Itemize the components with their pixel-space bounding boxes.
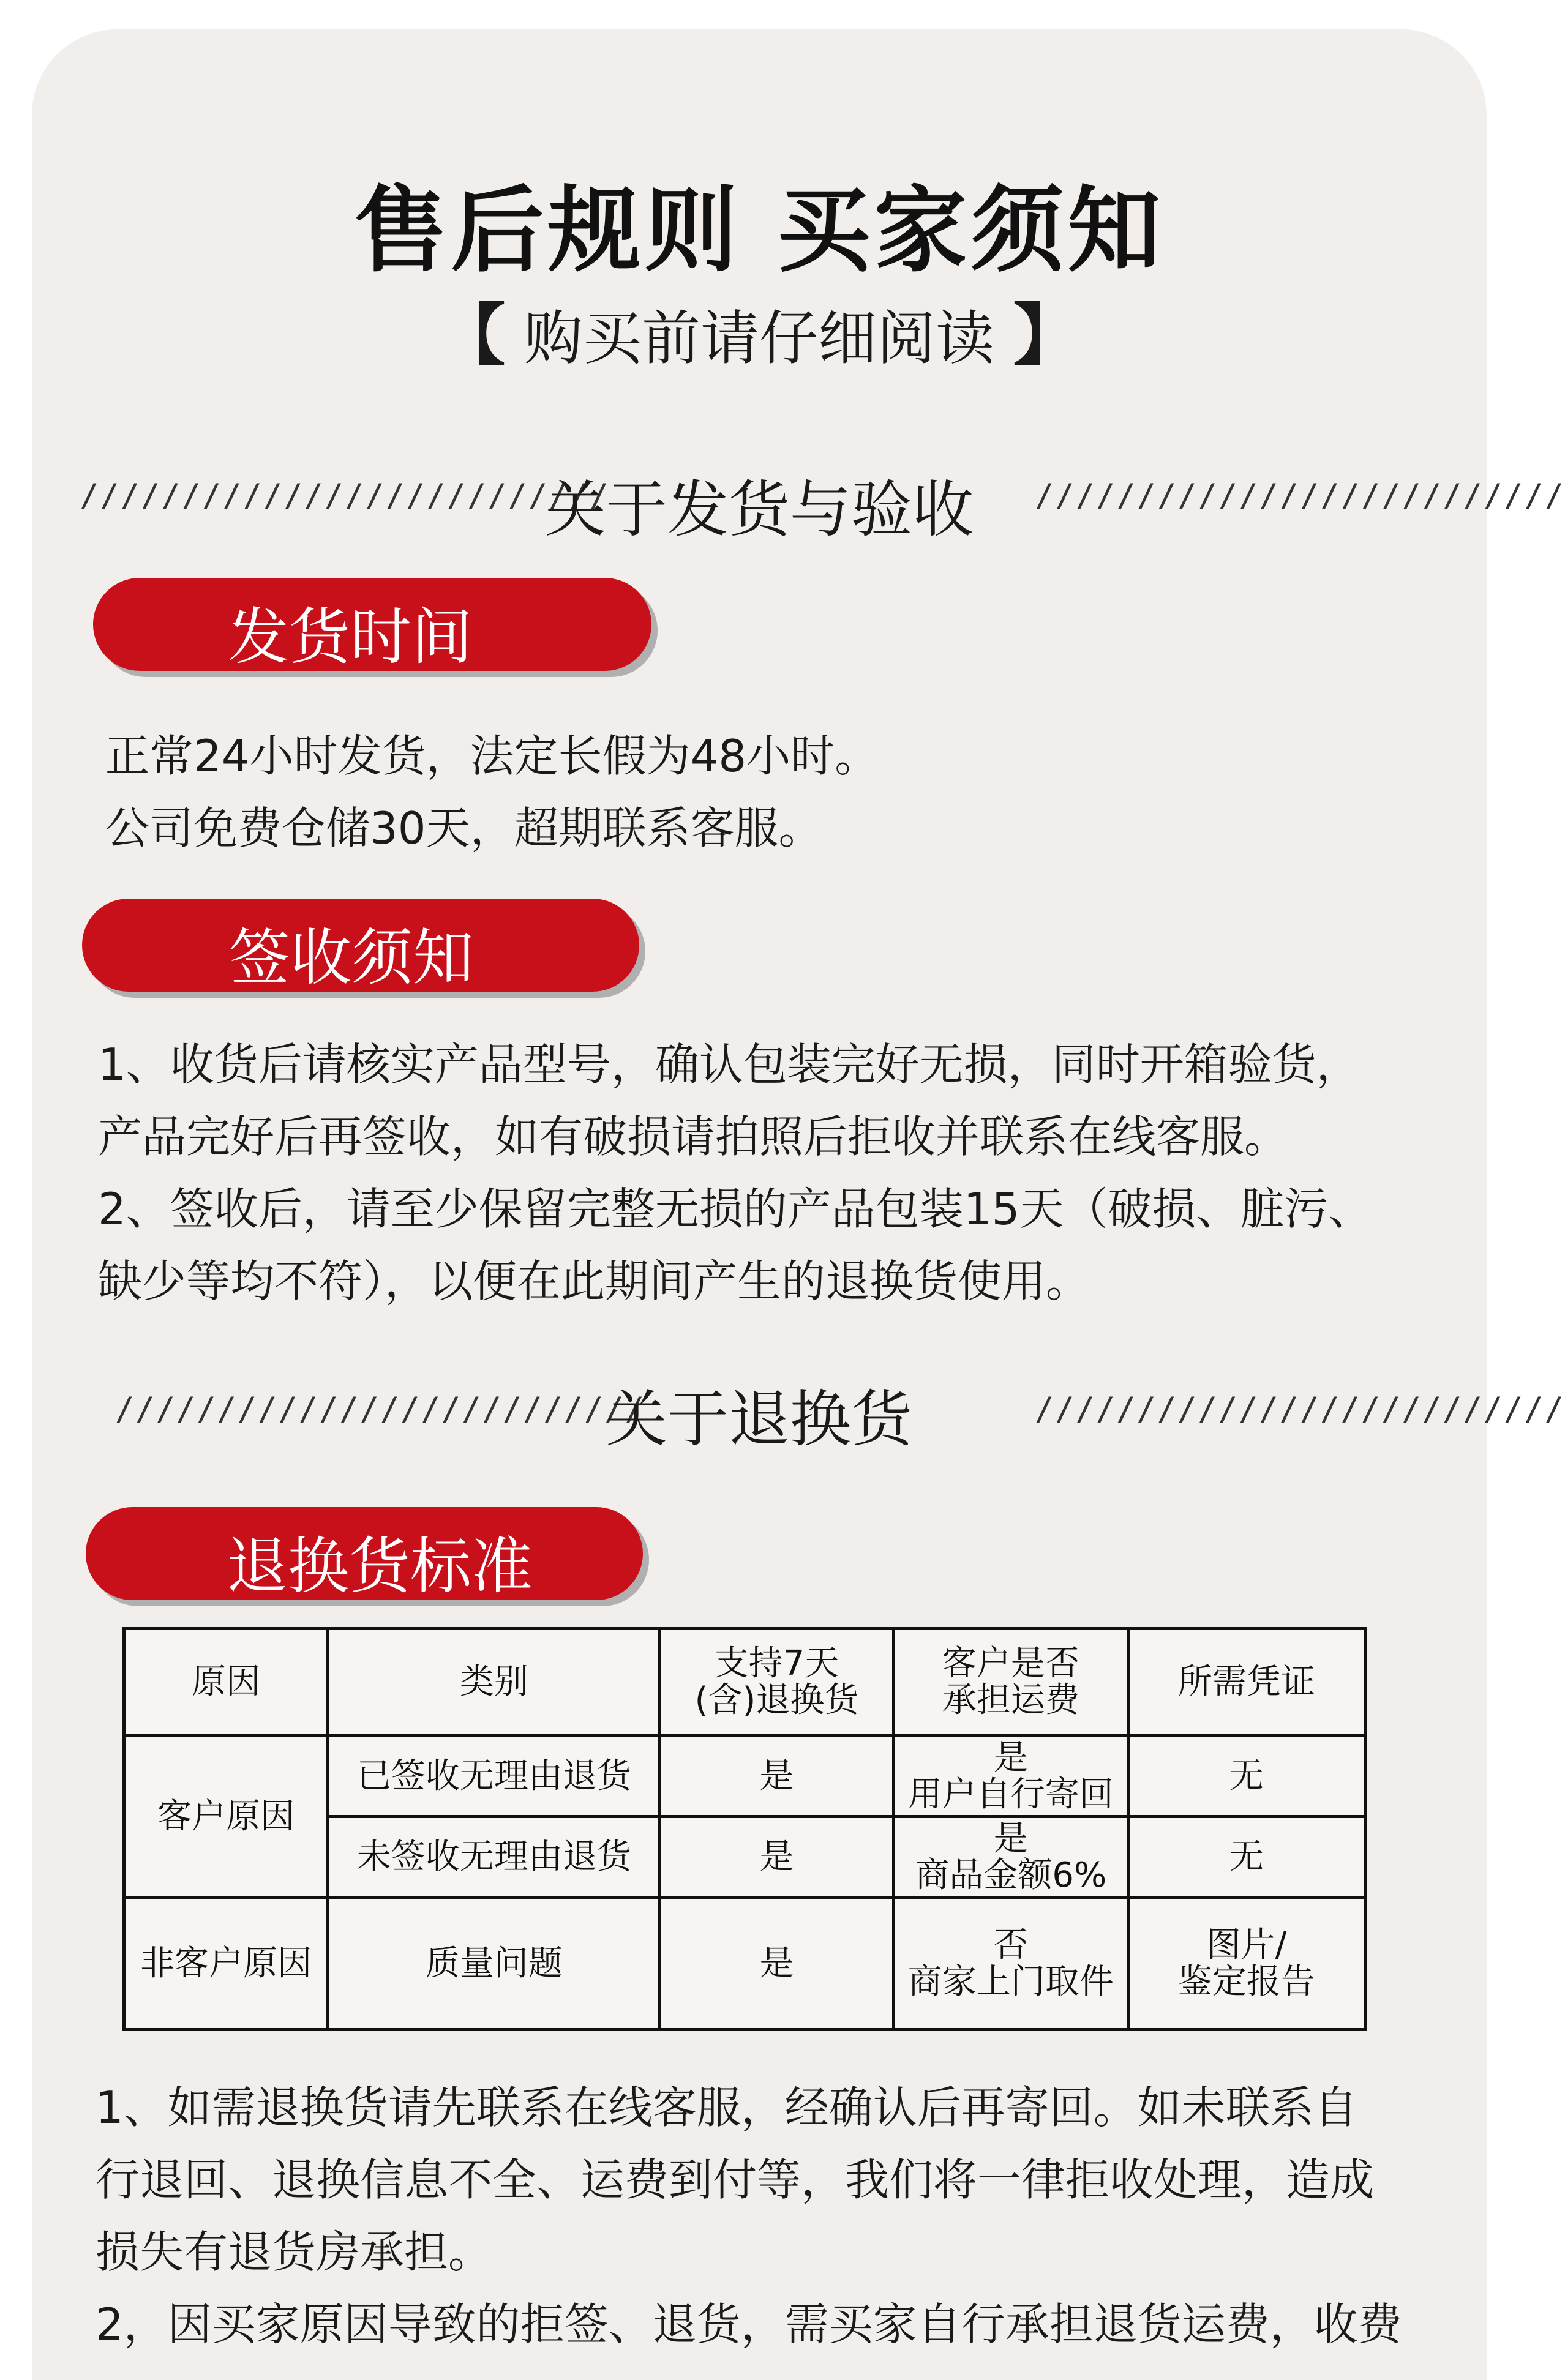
group-cell: 客户原因	[124, 1735, 328, 1897]
fee-line: 是	[993, 1818, 1028, 1858]
header-cell: 类别	[328, 1629, 660, 1736]
divider-left: //////////////////////////	[80, 477, 610, 514]
support-cell: 是	[660, 1735, 893, 1816]
pill-return-standard	[86, 1507, 643, 1600]
fee-line: 商品金额6%	[915, 1855, 1107, 1895]
pill-label: 签收须知	[229, 922, 474, 994]
pill-label: 发货时间	[228, 601, 473, 673]
proof-line: 鉴定报告	[1177, 1961, 1315, 2002]
fee-cell	[893, 1898, 1128, 2030]
section-heading-shipping: 关于发货与验收	[545, 474, 974, 545]
text-line: 公司免费仓储30天，超期联系客服。	[105, 803, 823, 854]
text-line: 1、收货后请核实产品型号，确认包装完好无损，同时开箱验货，	[98, 1039, 1360, 1090]
category-cell: 质量问题	[328, 1898, 660, 2030]
header-line: 支持7天	[714, 1643, 839, 1683]
proof-cell: 无	[1128, 1817, 1365, 1898]
pill-shipping-time	[93, 578, 651, 671]
header-cell	[893, 1629, 1128, 1736]
table-row	[124, 1898, 1365, 2030]
text-line: 产品完好后再签收，如有破损请拍照后拒收并联系在线客服。	[98, 1111, 1289, 1162]
group-cell: 非客户原因	[124, 1898, 328, 2030]
support-cell: 是	[660, 1898, 893, 2030]
text-line: 损失有退货房承担。	[96, 2226, 493, 2278]
subtitle-text: 购买前请仔细阅读	[524, 304, 994, 373]
page-title: 售后规则 买家须知	[354, 176, 1165, 285]
text-line: 2，因买家原因导致的拒签、退货，需买家自行承担退货运费，收费	[96, 2299, 1402, 2350]
return-standard-table	[122, 1627, 1367, 2031]
support-cell: 是	[660, 1817, 893, 1898]
table-header-row	[124, 1629, 1365, 1736]
text-line: 2、签收后，请至少保留完整无损的产品包装15天（破损、脏污、	[98, 1183, 1373, 1235]
bracket-open: 【	[438, 296, 506, 375]
page-subtitle	[0, 282, 1518, 378]
header-cell: 原因	[124, 1629, 328, 1736]
proof-cell: 无	[1128, 1735, 1365, 1816]
text-line: 1、如需退换货请先联系在线客服，经确认后再寄回。如未联系自	[96, 2082, 1358, 2133]
header-line: 承担运费	[942, 1680, 1079, 1720]
divider-right: //////////////////////////	[1035, 1391, 1565, 1428]
return-notes	[96, 2071, 1402, 2360]
text-line: 行退回、退换信息不全、运费到付等，我们将一律拒收处理，造成	[96, 2154, 1375, 2206]
shipping-text	[105, 720, 879, 864]
pill-receipt-notice	[82, 899, 639, 992]
category-cell: 未签收无理由退货	[328, 1817, 660, 1898]
receipt-text	[98, 1028, 1372, 1317]
fee-line: 用户自行寄回	[907, 1774, 1114, 1814]
fee-cell	[893, 1817, 1128, 1898]
section-heading-returns: 关于退换货	[606, 1383, 912, 1455]
fee-line: 商家上门取件	[907, 1961, 1114, 2002]
divider-right: //////////////////////////	[1035, 477, 1565, 514]
text-line: 缺少等均不符），以便在此期间产生的退换货使用。	[98, 1255, 1090, 1307]
proof-cell	[1128, 1898, 1365, 2030]
fee-line: 是	[993, 1737, 1028, 1778]
header-line: 客户是否	[942, 1643, 1079, 1683]
category-cell: 已签收无理由退货	[328, 1735, 660, 1816]
header-line: (含)退换货	[694, 1680, 859, 1720]
divider-left: //////////////////////////	[115, 1391, 645, 1428]
fee-cell	[893, 1735, 1128, 1816]
header-cell	[660, 1629, 893, 1736]
table-row	[124, 1735, 1365, 1816]
header-cell: 所需凭证	[1128, 1629, 1365, 1736]
bracket-close: 】	[1013, 296, 1081, 375]
text-line: 正常24小时发货，法定长假为48小时。	[105, 730, 879, 782]
fee-line: 否	[993, 1925, 1028, 1965]
pill-label: 退换货标准	[227, 1530, 533, 1602]
proof-line: 图片/	[1206, 1925, 1287, 1965]
